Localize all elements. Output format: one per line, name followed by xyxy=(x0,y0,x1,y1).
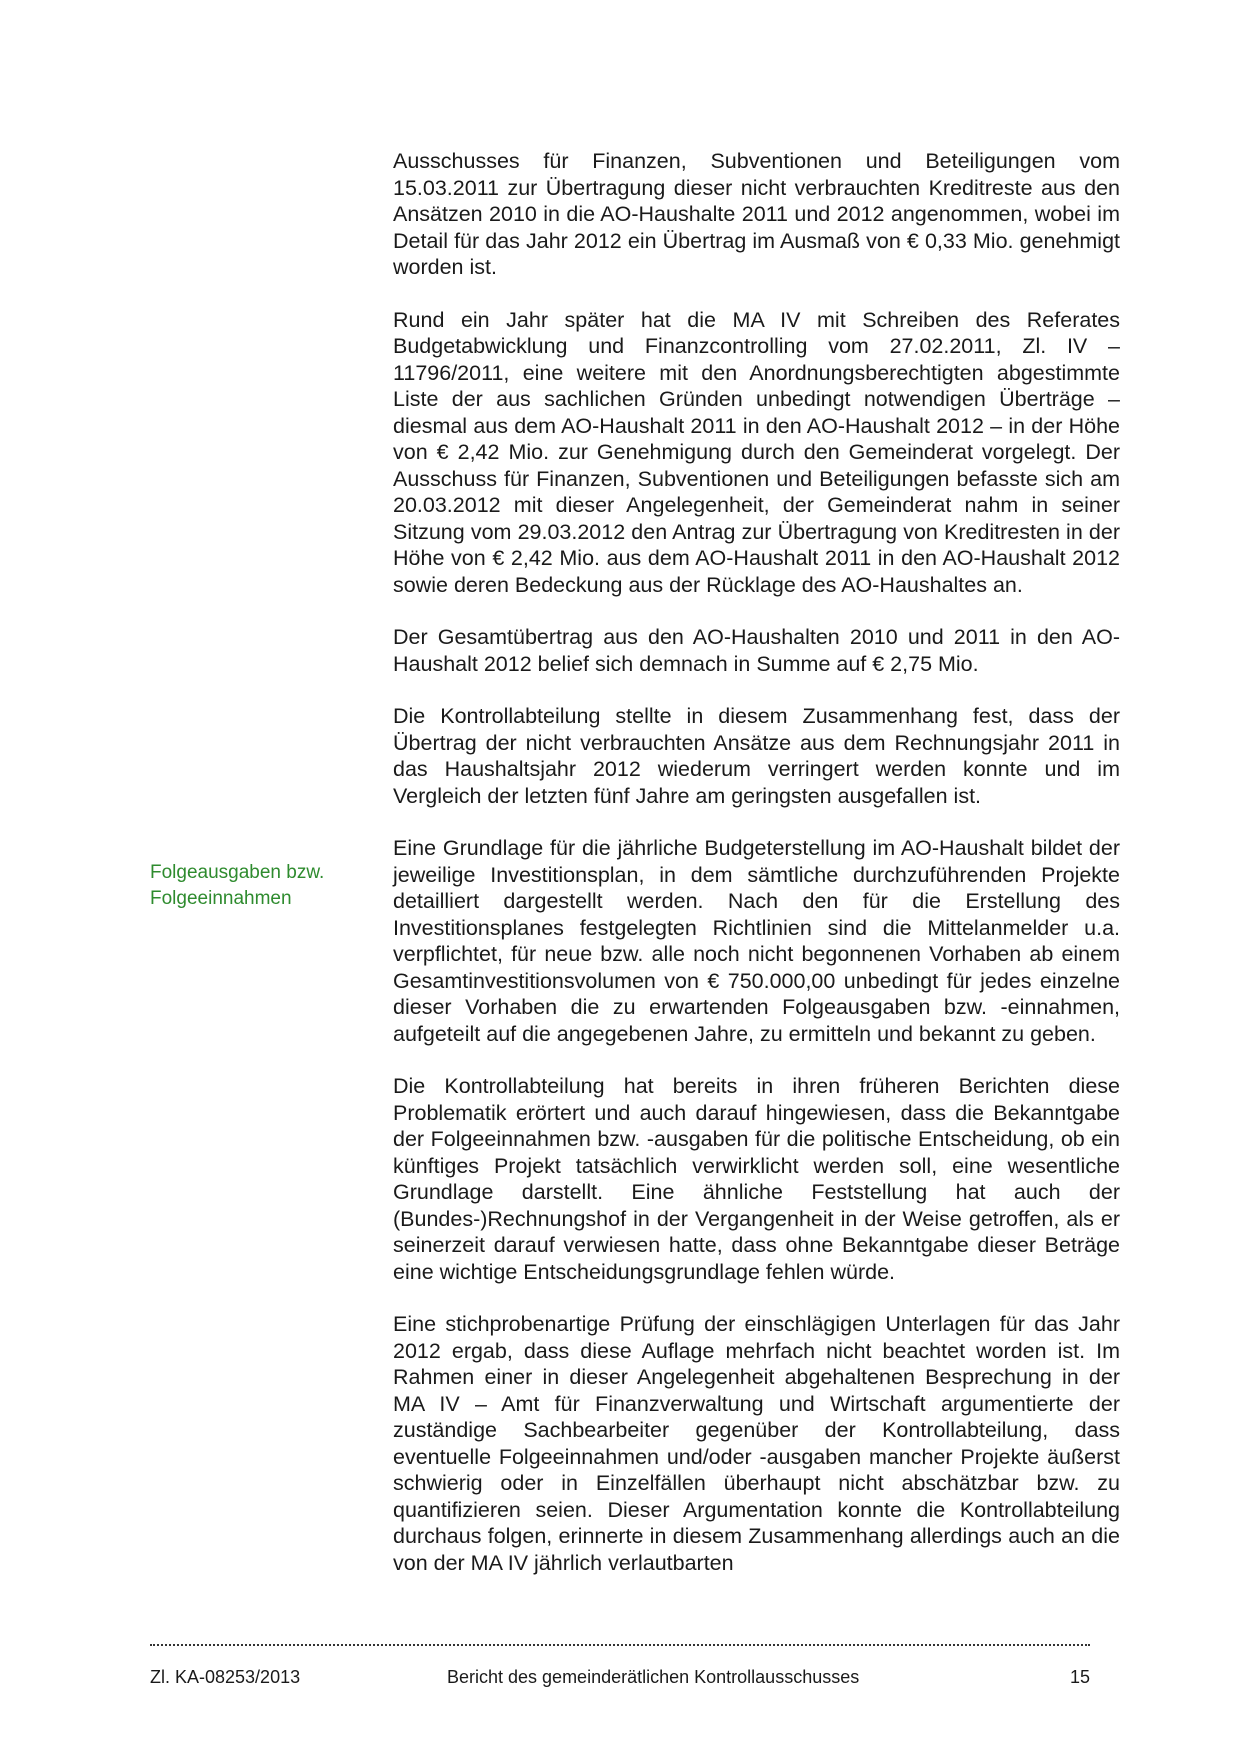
paragraph-1: Ausschusses für Finanzen, Subventionen und Beteiligungen vom 15.03.2011 zur Übertragung dieser nicht verbrauchten Kreditreste aus den Ansätzen 2010 in die AO-Haushalte 2011 und 2012 angenommen, wobei im Detail für das Jahr 2012 ein Übertrag im Ausmaß von € 0,33 Mio. genehmigt worden ist. xyxy=(393,149,1120,279)
paragraph-5: Eine Grundlage für die jährliche Budgeterstellung im AO-Haushalt bildet der jeweilige Investitionsplan, in dem sämtliche durchzuführenden Projekte detailliert dargestellt werden. Nach den für die Erstellung des Investitionsplanes festgelegten Richtlinien sind die Mittelanmelder u.a. verpflichtet, für neue bzw. alle noch nicht begonnenen Vorhaben ab einem Gesamtinvestitionsvolumen von € 750.000,00 unbedingt für jedes einzelne dieser Vorhaben die zu erwartenden Folgeausgaben bzw. -einnahmen, aufgeteilt auf die angegebenen Jahre, zu ermitteln und bekannt zu geben. xyxy=(393,836,1120,1046)
margin-note-line-1: Folgeausgaben bzw. xyxy=(150,862,325,883)
footer-reference: Zl. KA-08253/2013 xyxy=(150,1667,301,1687)
paragraph-3: Der Gesamtübertrag aus den AO-Haushalten 2010 und 2011 in den AO-Haushalt 2012 belief sich demnach in Summe auf € 2,75 Mio. xyxy=(393,625,1120,676)
paragraph-4: Die Kontrollabteilung stellte in diesem Zusammenhang fest, dass der Übertrag der nicht verbrauchten Ansätze aus dem Rechnungsjahr 2011 in das Haushaltsjahr 2012 wiederum verringert werden konnte und im Vergleich der letzten fünf Jahre am geringsten ausgefallen ist. xyxy=(393,704,1120,808)
footer-divider xyxy=(150,1644,1090,1646)
paragraph-7: Eine stichprobenartige Prüfung der einschlägigen Unterlagen für das Jahr 2012 ergab, dass diese Auflage mehrfach nicht beachtet worden ist. Im Rahmen einer in dieser Angelegenheit abgehaltenen Besprechung in der MA IV – Amt für Finanzverwaltung und Wirtschaft argumentierte der zuständige Sachbearbeiter gegenüber der Kontrollabteilung, dass eventuelle Folgeeinnahmen und/oder -ausgaben mancher Projekte äußerst schwierig oder in Einzelfällen überhaupt nicht abschätzbar bzw. zu quantifizieren seien. Dieser Argumentation konnte die Kontrollabteilung durchaus folgen, erinnerte in diesem Zusammenhang allerdings auch an die von der MA IV jährlich verlautbarten xyxy=(393,1312,1120,1575)
margin-note xyxy=(150,860,360,912)
paragraph-6: Die Kontrollabteilung hat bereits in ihren früheren Berichten diese Problematik erörtert und auch darauf hingewiesen, dass die Bekanntgabe der Folgeeinnahmen bzw. -ausgaben für die politische Entscheidung, ob ein künftiges Projekt tatsächlich verwirklicht werden soll, eine wesentliche Grundlage darstellt. Eine ähnliche Feststellung hat auch der (Bundes-)Rechnungshof in der Vergangenheit in der Weise getroffen, als er seinerzeit darauf verwiesen hatte, dass ohne Bekanntgabe dieser Beträge eine wichtige Entscheidungsgrundlage fehlen würde. xyxy=(393,1074,1120,1284)
footer-title: Bericht des gemeinderätlichen Kontrollausschusses xyxy=(447,1667,860,1687)
margin-note-line-2: Folgeeinnahmen xyxy=(150,888,292,909)
paragraph-2: Rund ein Jahr später hat die MA IV mit Schreiben des Referates Budgetabwicklung und Finanzcontrolling vom 27.02.2011, Zl. IV – 11796/2011, eine weitere mit den Anordnungsberechtigten abgestimmte Liste der aus sachlichen Gründen unbedingt notwendigen Überträge – diesmal aus dem AO-Haushalt 2011 in den AO-Haushalt 2012 – in der Höhe von € 2,42 Mio. zur Genehmigung durch den Gemeinderat vorgelegt. Der Ausschuss für Finanzen, Subventionen und Beteiligungen befasste sich am 20.03.2012 mit dieser Angelegenheit, der Gemeinderat nahm in seiner Sitzung vom 29.03.2012 den Antrag zur Übertragung von Kreditresten in der Höhe von € 2,42 Mio. aus dem AO-Haushalt 2011 in den AO-Haushalt 2012 sowie deren Bedeckung aus der Rücklage des AO-Haushaltes an. xyxy=(393,307,1120,597)
body-text xyxy=(393,148,1120,1576)
page-number: 15 xyxy=(1069,1667,1090,1687)
